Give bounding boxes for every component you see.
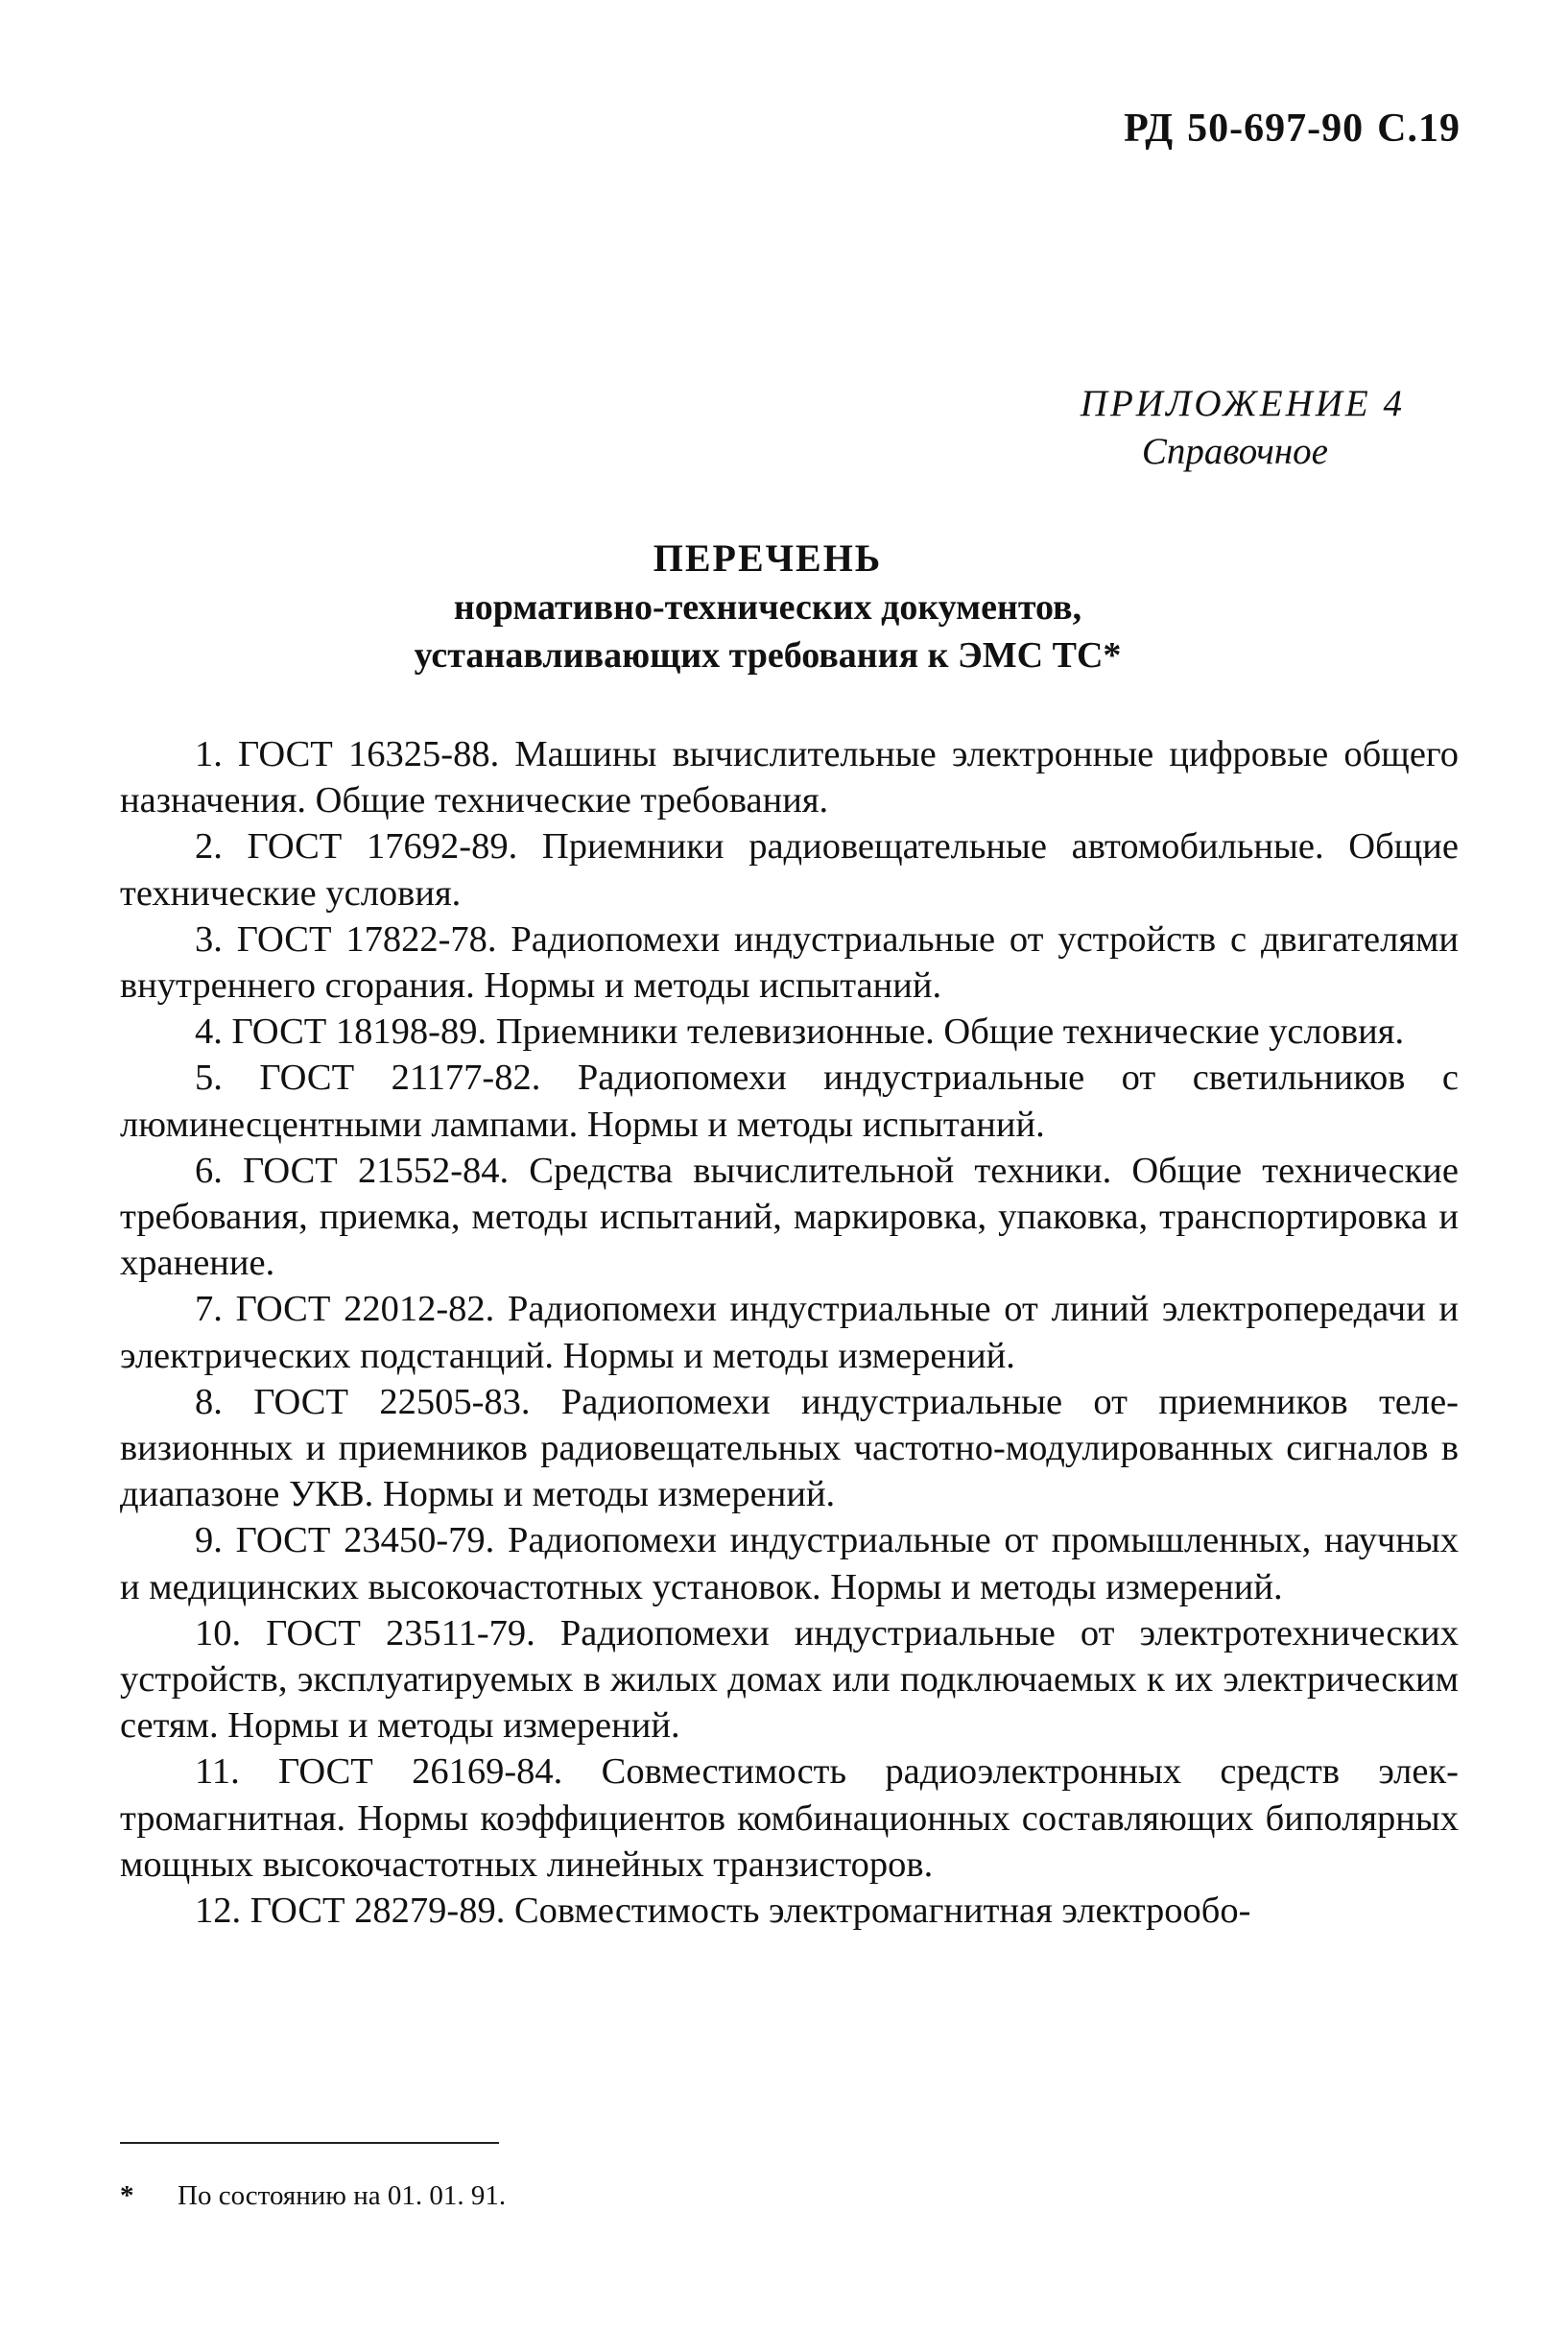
list-item: 12. ГОСТ 28279-89. Совместимость электромагнитная электрообо- <box>195 1891 1251 1932</box>
page-number: С.19 <box>1377 107 1461 151</box>
title-line-2: устанавливающих требования к ЭМС ТС* <box>414 635 1122 676</box>
doc-number: 50-697-90 <box>1187 107 1365 151</box>
footnote-mark: * <box>120 2180 134 2211</box>
list-item: 3. ГОСТ 17822-78. Радиопомехи индустриальные от устройств с двигателями внутреннего сгорания. Нормы и методы испытаний. <box>120 918 1459 1007</box>
list-item: 1. ГОСТ 16325-88. Машины вычислительные электронные цифровые общего назначения. Общие технические требования. <box>120 734 1459 821</box>
list-item: 10. ГОСТ 23511-79. Радиопомехи индустриальные от электротехнических устройств, эксплуатируемых в жилых домах или подключаемых к их электрическим сетям. Нормы и методы измерений. <box>120 1612 1459 1747</box>
list-item: 9. ГОСТ 23450-79. Радиопомехи индустриальные от промышленных, научных и медицинских высокочастотных установок. Нормы и методы измерений. <box>120 1520 1459 1607</box>
appendix-label: ПРИЛОЖЕНИЕ 4 <box>1080 383 1405 424</box>
appendix-type: Справочное <box>1141 431 1328 472</box>
footnote-text: По состоянию на 01. 01. 91. <box>178 2180 507 2211</box>
doc-code: РД <box>1124 107 1175 151</box>
list-item: 5. ГОСТ 21177-82. Радиопомехи индустриальные от светильников с люминесцентными лампами. Нормы и методы испытаний. <box>120 1058 1459 1145</box>
footnote <box>120 2180 506 2212</box>
list-item: 11. ГОСТ 26169-84. Совместимость радиоэлектронных средств электромагнитная. Нормы коэффициентов комбинационных составляющих биполярных мощных высокочастотных линейных транзисторов. <box>120 1751 1459 1885</box>
list-item: 6. ГОСТ 21552-84. Средства вычислительной техники. Общие технические требования, приемка, методы испытаний, маркировка, упаковка, транспортировка и хранение. <box>120 1150 1459 1284</box>
standards-list <box>120 731 1459 1934</box>
list-item: 4. ГОСТ 18198-89. Приемники телевизионные. Общие технические условия. <box>195 1011 1405 1053</box>
page-title: ПЕРЕЧЕНЬ <box>653 536 883 580</box>
list-item: 2. ГОСТ 17692-89. Приемники радиовещательные автомобильные. Общие технические условия. <box>120 826 1459 914</box>
title-block <box>288 534 1247 679</box>
page-header <box>1124 106 1461 152</box>
list-item: 7. ГОСТ 22012-82. Радиопомехи индустриальные от линий электропередачи и электрических подстанций. Нормы и методы измерений. <box>120 1289 1459 1376</box>
footnote-divider <box>120 2142 499 2144</box>
list-item: 8. ГОСТ 22505-83. Радиопомехи индустриальные от приемников телевизионных и приемников радиовещательных частотно-модулированных сигналов в диапазоне УКВ. Нормы и методы измерений. <box>120 1381 1459 1515</box>
title-line-1: нормативно-технических документов, <box>453 587 1082 628</box>
